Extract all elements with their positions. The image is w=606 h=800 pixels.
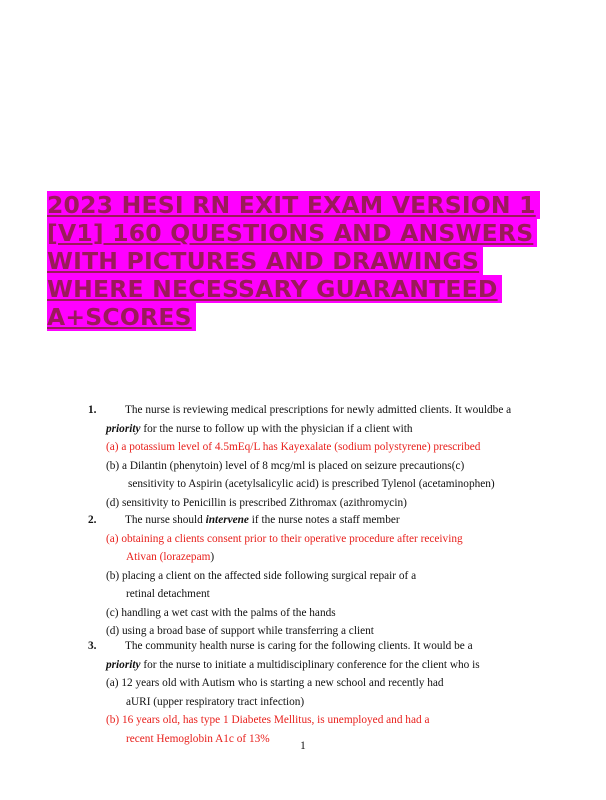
question-2	[88, 511, 528, 641]
option-a: (a) obtaining a clients consent prior to their operative procedure after receiving	[106, 532, 463, 545]
option-d: (d) sensitivity to Penicillin is prescribed Zithromax (azithromycin)	[106, 496, 407, 509]
option-b: (b) 16 years old, has type 1 Diabetes Mellitus, is unemployed and had a	[106, 714, 430, 726]
question-1	[88, 401, 528, 512]
question-text-cont: priority for the nurse to follow up with the physician if a client with	[106, 422, 413, 435]
question-number: 1.	[88, 404, 97, 416]
option-a: (a) a potassium level of 4.5mEq/L has Kayexalate (sodium polystyrene) prescribed	[106, 441, 481, 453]
option-b-cont: recent Hemoglobin A1c of 13%	[126, 732, 270, 745]
question-number: 3.	[88, 640, 97, 652]
option-b-cont: retinal detachment	[126, 588, 210, 600]
option-a: (a) 12 years old with Autism who is starting a new school and recently had	[106, 677, 444, 689]
option-c: (c) handling a wet cast with the palms of the hands	[106, 606, 336, 619]
question-text: The community health nurse is caring for the following clients. It would be a	[125, 640, 473, 652]
question-emphasis: priority	[106, 658, 141, 671]
option-d: (d) using a broad base of support while transferring a client	[106, 625, 374, 637]
question-emphasis: intervene	[205, 514, 249, 526]
question-3	[88, 637, 528, 748]
option-a-cont: aURI (upper respiratory tract infection)	[126, 695, 305, 708]
option-c: sensitivity to Aspirin (acetylsalicylic acid) is prescribed Tylenol (acetaminophen)	[128, 478, 495, 490]
question-text-cont: priority for the nurse to initiate a multidisciplinary conference for the client who is	[106, 658, 480, 671]
option-b: (b) a Dilantin (phenytoin) level of 8 mcg/ml is placed on seizure precautions(c)	[106, 459, 465, 472]
question-emphasis: priority	[106, 422, 141, 435]
document-title-text: 2023 HESI RN EXIT EXAM VERSION 1 [V1] 160 QUESTIONS AND ANSWERS WITH PICTURES AND DRAWINGS WHERE NECESSARY GUARANTEED A+SCORES	[47, 191, 540, 331]
page-number: 1	[300, 740, 306, 752]
option-a-cont: Ativan (lorazepam)	[126, 551, 215, 563]
document-title	[47, 191, 537, 331]
question-text: The nurse is reviewing medical prescriptions for newly admitted clients. It wouldbe a	[125, 404, 512, 416]
question-text: The nurse should intervene if the nurse notes a staff member	[125, 514, 400, 526]
option-b: (b) placing a client on the affected side following surgical repair of a	[106, 569, 417, 582]
question-number: 2.	[88, 514, 97, 526]
